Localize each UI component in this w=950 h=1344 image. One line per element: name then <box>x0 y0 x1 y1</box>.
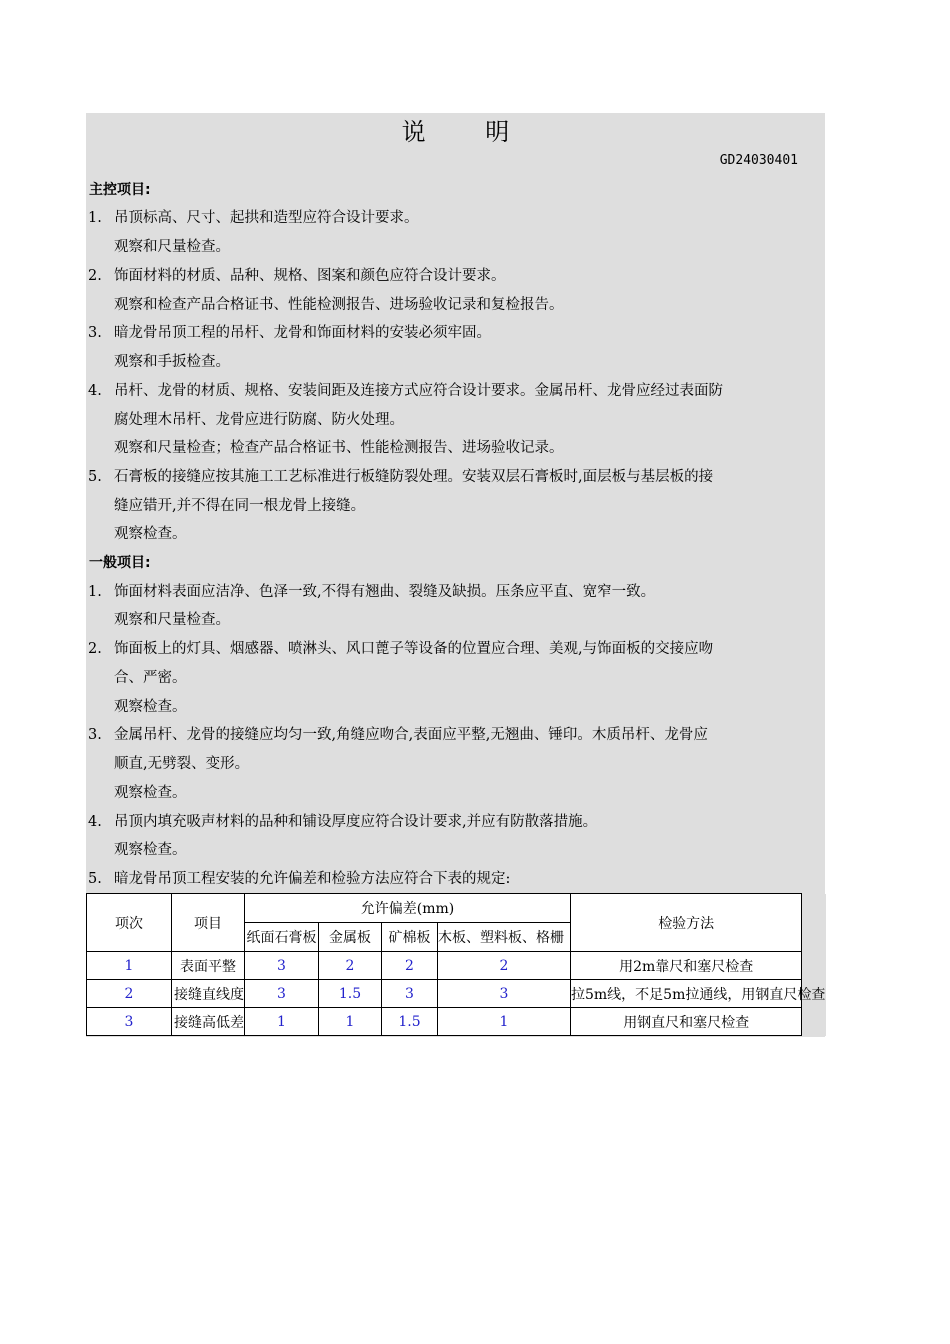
general-item-1-text: 饰面材料表面应洁净、色泽一致,不得有翘曲、裂缝及缺损。压条应平直、宽窄一致。 <box>114 584 656 600</box>
subheader-metal-text: 金属板 <box>329 930 371 946</box>
main-item-2-number: 2. <box>88 268 102 284</box>
main-item-3-line-2: 观察和手扳检查。 <box>114 354 230 370</box>
row-2-method-text: 拉5m线，不足5m拉通线，用钢直尺检查 <box>571 986 826 1003</box>
general-item-5-text: 暗龙骨吊顶工程安装的允许偏差和检验方法应符合下表的规定: <box>114 871 511 887</box>
tolerance-table <box>86 893 826 1036</box>
general-item-3-text: 金属吊杆、龙骨的接缝应均匀一致,角缝应吻合,表面应平整,无翘曲、锤印。木质吊杆、龙骨应 <box>114 727 708 743</box>
general-item-3-line-3: 观察检查。 <box>114 785 187 801</box>
general-item-1-number: 1. <box>88 584 102 600</box>
subheader-gypsum-text: 纸面石膏板 <box>246 930 317 946</box>
row-2-v3: 3 <box>382 980 438 1008</box>
general-item-4-line-2: 观察检查。 <box>114 842 187 858</box>
row-1-method-text: 用2m靠尺和塞尺检查 <box>619 958 754 975</box>
row-3-v4: 1 <box>438 1008 571 1036</box>
row-1-item-text: 表面平整 <box>180 958 236 975</box>
row-2-v4: 3 <box>438 980 571 1008</box>
general-item-4-text: 吊顶内填充吸声材料的品种和铺设厚度应符合设计要求,并应有防散落措施。 <box>114 814 598 830</box>
header-method: 检验方法 <box>571 894 802 952</box>
row-1-method <box>571 952 802 980</box>
row-2-seq: 2 <box>87 980 172 1008</box>
general-items-heading: 一般项目: <box>89 555 151 571</box>
subheader-mineral <box>382 923 438 952</box>
main-item-5-number: 5. <box>88 469 102 485</box>
general-item-3-number: 3. <box>88 727 102 743</box>
general-item-2-line-2: 合、严密。 <box>114 670 187 686</box>
main-item-3-line-1 <box>86 323 491 343</box>
main-item-5-line-3: 观察检查。 <box>114 526 187 542</box>
main-item-5-line-1 <box>86 467 713 487</box>
main-item-2-line-2: 观察和检查产品合格证书、性能检测报告、进场验收记录和复检报告。 <box>114 297 564 313</box>
general-item-2-number: 2. <box>88 641 102 657</box>
general-item-1-line-2: 观察和尺量检查。 <box>114 612 230 628</box>
table-row <box>87 1008 826 1036</box>
row-3-v1: 1 <box>245 1008 319 1036</box>
main-items-heading: 主控项目: <box>89 182 151 198</box>
subheader-wood <box>438 923 571 952</box>
main-item-1-number: 1. <box>88 210 102 226</box>
general-item-4-number: 4. <box>88 814 102 830</box>
main-item-1-line-1 <box>86 208 419 228</box>
header-seq: 项次 <box>87 894 172 952</box>
main-item-1-text: 吊顶标高、尺寸、起拱和造型应符合设计要求。 <box>114 210 419 226</box>
subheader-gypsum <box>245 923 319 952</box>
row-2-v2: 1.5 <box>319 980 382 1008</box>
main-item-4-text: 吊杆、龙骨的材质、规格、安装间距及连接方式应符合设计要求。金属吊杆、龙骨应经过表面防 <box>114 383 723 399</box>
main-item-4-line-2: 腐处理木吊杆、龙骨应进行防腐、防火处理。 <box>114 412 404 428</box>
table-row <box>87 952 826 980</box>
general-item-5-line-1 <box>86 869 510 889</box>
main-item-3-text: 暗龙骨吊顶工程的吊杆、龙骨和饰面材料的安装必须牢固。 <box>114 325 491 341</box>
general-item-2-line-1 <box>86 639 713 659</box>
subheader-mineral-text: 矿棉板 <box>388 930 431 946</box>
subheader-metal <box>319 923 382 952</box>
main-item-2-line-1 <box>86 266 506 286</box>
header-tolerance: 允许偏差(mm) <box>245 894 571 923</box>
main-item-5-text: 石膏板的接缝应按其施工工艺标准进行板缝防裂处理。安装双层石膏板时,面层板与基层板的接 <box>114 469 714 485</box>
general-item-2-text: 饰面板上的灯具、烟感器、喷淋头、风口蓖子等设备的位置应合理、美观,与饰面板的交接应吻 <box>114 641 714 657</box>
main-item-4-line-3: 观察和尺量检查；检查产品合格证书、性能检测报告、进场验收记录。 <box>114 440 564 456</box>
row-3-method <box>571 1008 802 1036</box>
row-3-v2: 1 <box>319 1008 382 1036</box>
row-3-item-text: 接缝高低差 <box>174 1014 244 1031</box>
row-1-v4: 2 <box>438 952 571 980</box>
subheader-wood-text: 木板、塑料板、格栅 <box>438 930 564 946</box>
main-item-3-number: 3. <box>88 325 102 341</box>
general-item-3-line-2: 顺直,无劈裂、变形。 <box>114 756 250 772</box>
main-item-4-number: 4. <box>88 383 102 399</box>
row-3-method-text: 用钢直尺和塞尺检查 <box>623 1014 750 1031</box>
row-1-v1: 3 <box>245 952 319 980</box>
main-item-2-text: 饰面材料的材质、品种、规格、图案和颜色应符合设计要求。 <box>114 268 506 284</box>
main-item-1-line-2: 观察和尺量检查。 <box>114 239 230 255</box>
row-1-seq: 1 <box>87 952 172 980</box>
general-item-2-line-3: 观察检查。 <box>114 699 187 715</box>
main-item-4-line-1 <box>86 381 723 401</box>
general-item-1-line-1 <box>86 582 655 602</box>
row-1-v3: 2 <box>382 952 438 980</box>
document-code: GD24030401 <box>719 153 798 168</box>
general-item-3-line-1 <box>86 725 708 745</box>
row-2-v1: 3 <box>245 980 319 1008</box>
row-1-item <box>172 952 245 980</box>
row-3-item <box>172 1008 245 1036</box>
row-1-v2: 2 <box>319 952 382 980</box>
row-3-seq: 3 <box>87 1008 172 1036</box>
row-3-v3: 1.5 <box>382 1008 438 1036</box>
table-row <box>87 980 826 1008</box>
page-title: 说 明 <box>401 118 536 146</box>
row-2-item-text: 接缝直线度 <box>174 986 244 1003</box>
header-item: 项目 <box>172 894 245 952</box>
row-2-method <box>571 980 826 1008</box>
row-2-item <box>172 980 245 1008</box>
general-item-4-line-1 <box>86 812 597 832</box>
main-item-5-line-2: 缝应错开,并不得在同一根龙骨上接缝。 <box>114 498 366 514</box>
table-margin <box>802 894 826 1036</box>
general-item-5-number: 5. <box>88 871 102 887</box>
